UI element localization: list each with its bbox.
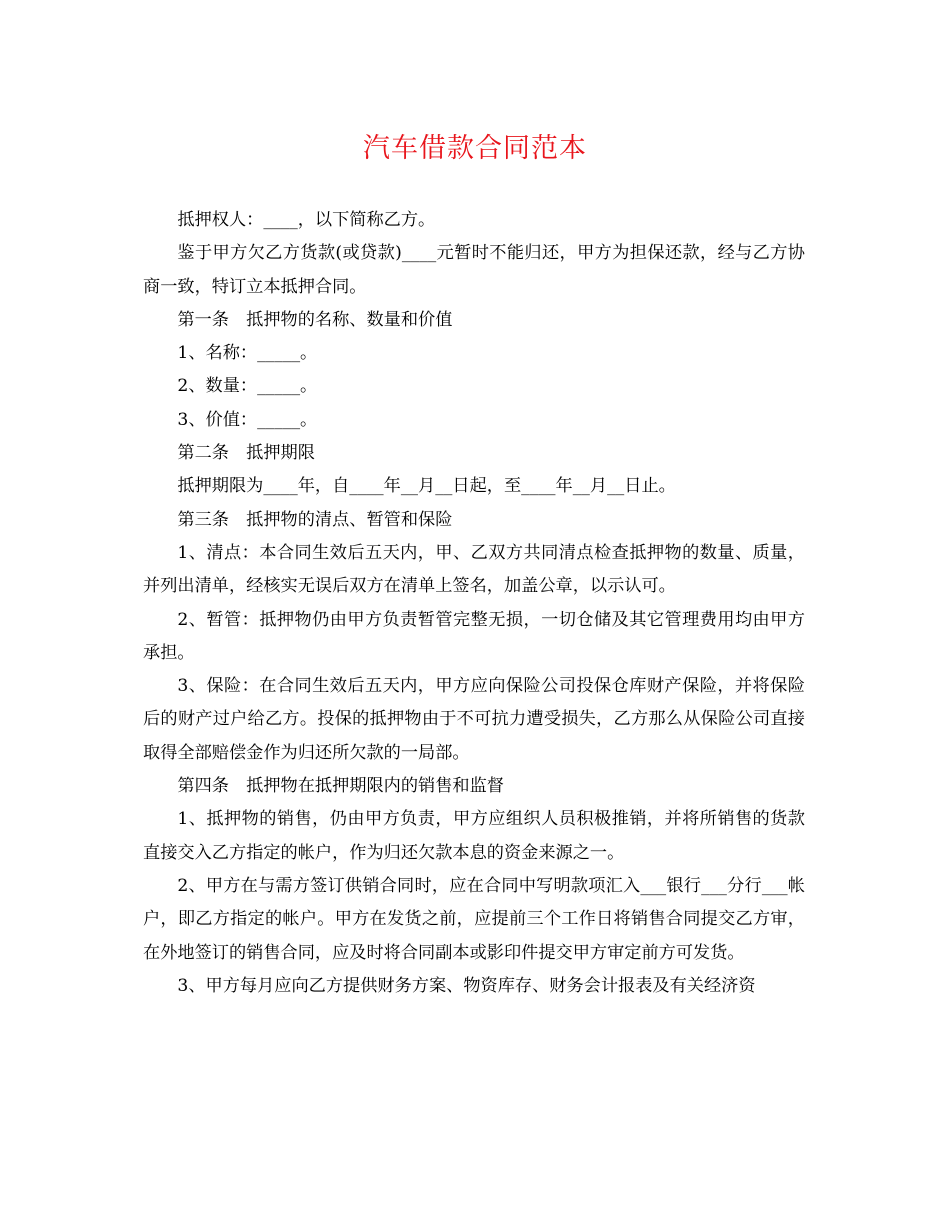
article-3-item-insurance: 3、保险：在合同生效后五天内，甲方应向保险公司投保仓库财产保险，并将保险后的财产过户给乙方。投保的抵押物由于不可抗力遭受损失，乙方那么从保险公司直接取得全部赔偿金作为归还所欠款的一局部。 [143, 676, 805, 763]
paragraph-mortgagee: 抵押权人：____，以下简称乙方。 [177, 210, 436, 230]
article-1-heading: 第一条 抵押物的名称、数量和价值 [177, 309, 453, 330]
article-1-item-value: 3、价值：_____。 [177, 409, 318, 430]
article-4-item-contracts: 2、甲方在与需方签订供销合同时，应在合同中写明款项汇入___银行___分行___帐户，即乙方指定的帐户。甲方在发货之前，应提前三个工作日将销售合同提交乙方审，在外地签订的销售合同，应及时将合同副本或影印件提交甲方审定前方可发货。 [143, 875, 805, 963]
article-1-item-quantity: 2、数量：_____。 [177, 376, 318, 397]
article-1-item-name: 1、名称：_____。 [177, 343, 318, 364]
article-3-item-custody: 2、暂管：抵押物仍由甲方负责暂管完整无损，一切仓储及其它管理费用均由甲方承担。 [143, 609, 805, 663]
article-3-item-inventory: 1、清点：本合同生效后五天内，甲、乙双方共同清点检查抵押物的数量、质量，并列出清单，经核实无误后双方在清单上签名，加盖公章，以示认可。 [143, 542, 805, 597]
article-3-heading: 第三条 抵押物的清点、暂管和保险 [177, 509, 453, 530]
document-title: 汽车借款合同范本 [363, 133, 587, 164]
article-4-heading: 第四条 抵押物在抵押期限内的销售和监督 [177, 776, 504, 797]
article-2-heading: 第二条 抵押期限 [177, 443, 315, 464]
article-2-term: 抵押期限为____年，自____年__月__日起，至____年__月__日止。 [177, 476, 676, 497]
article-4-item-sales: 1、抵押物的销售，仍由甲方负责，甲方应组织人员积极推销，并将所销售的货款直接交入乙方指定的帐户，作为归还欠款本息的资金来源之一。 [143, 809, 805, 863]
document-body [143, 204, 805, 1003]
paragraph-preamble: 鉴于甲方欠乙方货款(或贷款)____元暂时不能归还，甲方为担保还款，经与乙方协商一致，特订立本抵押合同。 [143, 243, 805, 297]
article-4-item-reports: 3、甲方每月应向乙方提供财务方案、物资库存、财务会计报表及有关经济资 [177, 975, 756, 996]
